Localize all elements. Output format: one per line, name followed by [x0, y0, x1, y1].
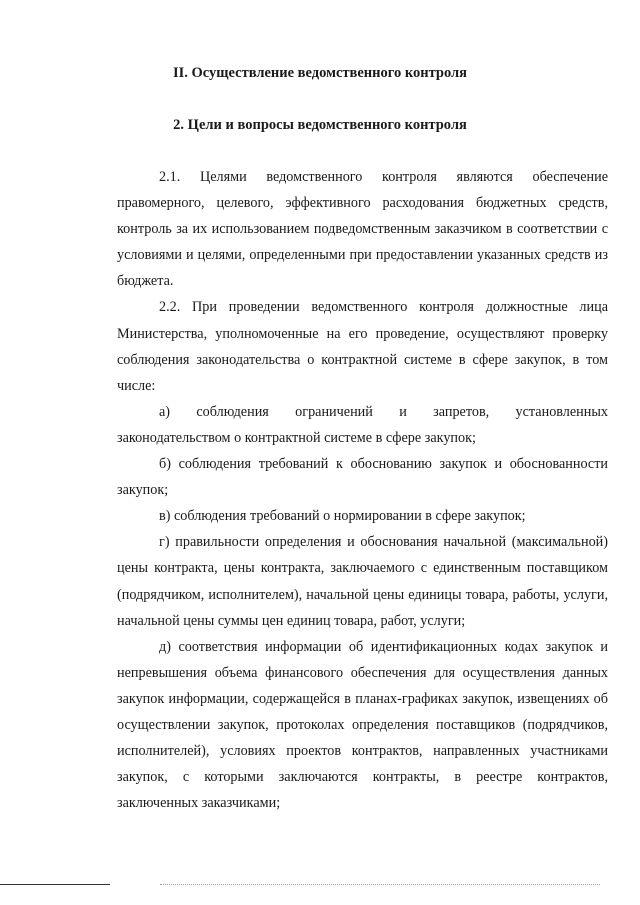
subsection-title: 2. Цели и вопросы ведомственного контроля — [173, 117, 467, 133]
paragraph-2-2: 2.2. При проведении ведомственного контроля должностные лица Министерства, уполномоченные на его проведение, осуществляют проверку соблюдения законодательства о контрактной системе в сфере закупок, в том числе: — [117, 299, 608, 394]
list-item-g: г) правильности определения и обоснования начальной (максимальной) цены контракта, цены контракта, заключаемого с единственным поставщиком (подрядчиком, исполнителем), начальной цены единицы товара, работы, услуги, начальной цены суммы цен единиц товара, работ, услуги; — [117, 534, 608, 629]
list-item-b: б) соблюдения требований к обоснованию закупок и обоснованности закупок; — [117, 456, 608, 499]
paragraph-2-1: 2.1. Целями ведомственного контроля являются обеспечение правомерного, целевого, эффективного расходования бюджетных средств, контроль за их использованием подведомственным заказчиком в соответствии с условиями и целями, определенными при предоставлении указанных средств из бюджета. — [117, 169, 608, 290]
list-item-v: в) соблюдения требований о нормировании в сфере закупок; — [159, 508, 526, 525]
list-item-d: д) соответствия информации об идентификационных кодах закупок и непревышения объема финансового обеспечения для осуществления данных закупок информации, содержащейся в планах-графиках закупок, извещениях об осуществлении закупок, протоколах определения поставщиков (подрядчиков, исполнителей), условиях проектов контрактов, направленных участниками закупок, с которыми заключаются контракты, в реестре контрактов, заключенных заказчиками; — [117, 638, 608, 812]
scan-edge-dots — [160, 884, 600, 885]
document-body — [117, 164, 608, 816]
list-item-a: а) соблюдения ограничений и запретов, установленных законодательством о контрактной системе в сфере закупок; — [117, 403, 608, 446]
scan-edge-line — [0, 884, 110, 885]
section-title: II. Осуществление ведомственного контроля — [172, 65, 467, 81]
